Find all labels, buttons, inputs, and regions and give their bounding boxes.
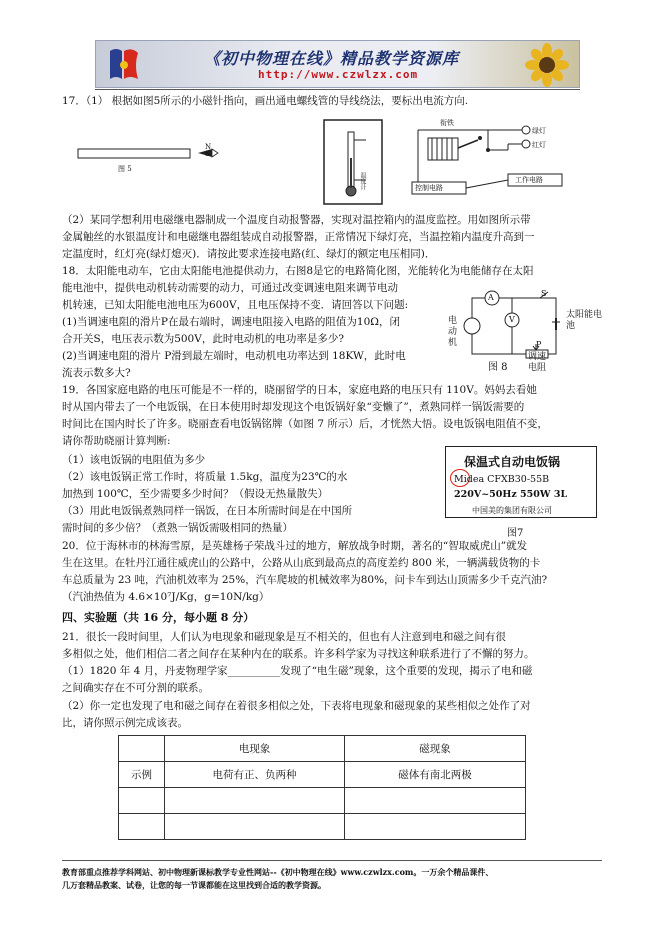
compass-n-label: N xyxy=(205,143,212,151)
table-header-magnetic: 磁现象 xyxy=(345,736,526,762)
q19-line: 加热到 100℃，至少需要多少时间？（假设无热量散失） xyxy=(62,488,329,500)
voltmeter-label: V xyxy=(509,315,515,324)
table-row xyxy=(119,814,526,840)
q20-line: 生在这里。在牡丹江通往威虎山的公路中，公路从山底到最高点的高度差约 800 米，一辆满载货物的卡 xyxy=(62,557,541,569)
footer-line2: 几万套精品教案、试卷，让您的每一节课都能在这里找到合适的教学资源。 xyxy=(62,880,326,890)
q19-line: 需时间的多少倍？（煮熟一锅饭需吸相同的热量） xyxy=(62,522,293,534)
fig5-label: 图 5 xyxy=(118,165,132,173)
q17-part2-line: 金属触丝的水银温度计和电磁继电器组装成自动报警器，正常情况下绿灯亮，当温控箱内温度升高到一 xyxy=(62,231,535,243)
table-row xyxy=(119,762,526,788)
nameplate-company: 中国美的集团有限公司 xyxy=(472,506,552,515)
ammeter-label: A xyxy=(488,293,494,302)
table-row xyxy=(119,788,526,814)
q18-line: 18．太阳能电动车，它由太阳能电池提供动力，右图8是它的电路简化图，光能转化为电能储存在太阳 xyxy=(62,265,534,277)
table-cell-input[interactable] xyxy=(165,814,345,840)
nameplate-rating: 220V~50Hz 550W 3L xyxy=(454,489,568,500)
footer xyxy=(62,866,607,892)
q18-line: 流表示数多大? xyxy=(62,367,131,379)
rheostat-label: 调速电阻 xyxy=(528,352,547,373)
solar-label: 太阳能电池 xyxy=(566,310,603,331)
relay-label: 衔铁 xyxy=(440,119,454,127)
q17-part2-line: 定温度时，红灯亮(绿灯熄灭)．请按此要求连接电路(红、绿灯的额定电压相同)． xyxy=(62,248,436,260)
q18-line: 机转速，已知太阳能电池电压为600V，且电压保持不变．请回答以下问题: xyxy=(62,299,409,311)
q18-line: (2)当调速电阻的滑片 P滑到最左端时，电动机电功率达到 18KW，此时电 xyxy=(62,350,406,362)
work-circuit-label: 工作电路 xyxy=(515,176,543,184)
q21-line: 多相似之处，他们相信二者之间存在某种内在的联系。许多科学家为寻找这种联系进行了不懈的努力。 xyxy=(62,648,535,660)
comparison-table xyxy=(118,735,526,840)
section-4-heading: 四、实验题（共 16 分，每小题 8 分） xyxy=(62,611,255,624)
thermometer-box-figure xyxy=(322,118,384,206)
q21-line: 21．很长一段时间里，人们认为电现象和磁现象是互不相关的，但也有人注意到电和磁之间有很 xyxy=(62,631,506,643)
table-cell-input[interactable] xyxy=(345,814,526,840)
q19-line: 时间比在国内时长了许多。晓丽查看电饭锅铭牌（如图 7 所示）后，才恍然大悟。设电饭锅电阻值不变， xyxy=(62,418,548,430)
q19-line: （1）该电饭锅的电阻值为多少 xyxy=(62,454,206,466)
q21-line: （1）1820 年 4 月，丹麦物理学家__________发现了“电生磁”现象，这个重要的发现，揭示了电和磁 xyxy=(62,665,533,677)
table-header-electric: 电现象 xyxy=(165,736,345,762)
q17-part2-line: （2）某同学想利用电磁继电器制成一个温度自动报警器，实现对温控箱内的温度监控。用如图所示带 xyxy=(62,214,531,226)
q18-line: (1)当调速电阻的滑片P在最右端时，调速电阻接入电路的阻值为10Ω，闭 xyxy=(62,316,401,328)
footer-divider xyxy=(62,860,602,861)
table-cell-input[interactable] xyxy=(165,788,345,814)
table-row xyxy=(119,736,526,762)
q19-line: 请你帮助晓丽计算判断: xyxy=(62,435,171,447)
footer-line1: 教育部重点推荐学科网站、初中物理新课标教学专业性网站--《初中物理在线》www.czwlzx.com。一万余个精品课件、 xyxy=(62,867,494,877)
q18-line: 能电池中，提供电动机转动需要的动力，可通过改变调速电阻来调节电动 xyxy=(62,282,398,294)
table-cell xyxy=(119,814,165,840)
nameplate-figure-7 xyxy=(445,446,597,518)
q19-line: （2）该电饭锅正常工作时，将质量 1.5kg，温度为23℃的水 xyxy=(62,471,348,483)
q18-line: 合开关S，电压表示数为500V，此时电动机的电功率是多少? xyxy=(62,333,344,345)
table-cell: 示例 xyxy=(119,762,165,788)
header-divider xyxy=(95,89,580,90)
header-banner xyxy=(95,40,580,88)
q17-line1: 17．（1） 根据如图5所示的小磁针指向，画出通电螺线管的导线绕法，要标出电流方向. xyxy=(62,95,469,107)
q21-line: 之间确实存在不可分割的联系。 xyxy=(62,682,209,694)
q21-line: 比，请你照示例完成该表。 xyxy=(62,717,188,729)
q19-line: （3）用此电饭锅煮熟同样一锅饭，在日本所需时间是在中国所 xyxy=(62,505,353,517)
q20-line: （汽油热值为 4.6×10⁷J/Kg，g=10N/kg） xyxy=(62,591,270,603)
banner-title: 《初中物理在线》精品教学资源库 xyxy=(204,49,460,68)
table-cell-input[interactable] xyxy=(345,788,526,814)
sunflower-icon xyxy=(516,43,578,87)
table-cell xyxy=(119,736,165,762)
q19-line: 19．各国家庭电路的电压可能是不一样的，晓丽留学的日本，家庭电路的电压只有 110V。妈妈去看她 xyxy=(62,384,537,396)
q20-line: 车总质量为 23 吨，汽油机效率为 25%，汽车爬坡的机械效率为80%，问卡车到达山顶需多少千克汽油? xyxy=(62,574,548,586)
q20-line: 20．位于海林市的林海雪原，是英雄杨子荣战斗过的地方，解放战争时期，著名的“智取威虎山”就发 xyxy=(62,540,528,552)
logo-icon xyxy=(104,45,144,85)
compass-s-label: S xyxy=(205,150,210,158)
slider-label: P xyxy=(536,340,542,349)
nameplate-model: Midea CFXB30-55B xyxy=(454,474,550,485)
nameplate-title: 保温式自动电饭锅 xyxy=(464,455,561,469)
table-cell: 磁体有南北两极 xyxy=(345,762,526,788)
green-lamp-label: 绿灯 xyxy=(532,127,546,135)
control-circuit-label: 控制电路 xyxy=(415,184,443,192)
q21-line: （2）你一定也发现了电和磁之间存在着很多相似之处，下表将电现象和磁现象的某些相似之处作了对 xyxy=(62,700,531,712)
table-cell xyxy=(119,788,165,814)
red-lamp-label: 红灯 xyxy=(532,141,546,149)
thermometer-label: 温度计 xyxy=(359,172,366,190)
motor-label: 电动机 xyxy=(448,316,458,348)
banner-url[interactable]: http://www.czwlzx.com xyxy=(258,68,419,81)
q19-line: 时从国内带去了一个电饭锅，在日本使用时却发现这个电饭锅好象“变懒了”，煮熟同样一锅饭需要的 xyxy=(62,401,525,413)
fig7-label: 图7 xyxy=(507,528,524,539)
fig8-label: 图 8 xyxy=(488,362,508,373)
table-cell: 电荷有正、负两种 xyxy=(165,762,345,788)
figure-5 xyxy=(70,135,220,175)
switch-label: S xyxy=(541,289,547,298)
